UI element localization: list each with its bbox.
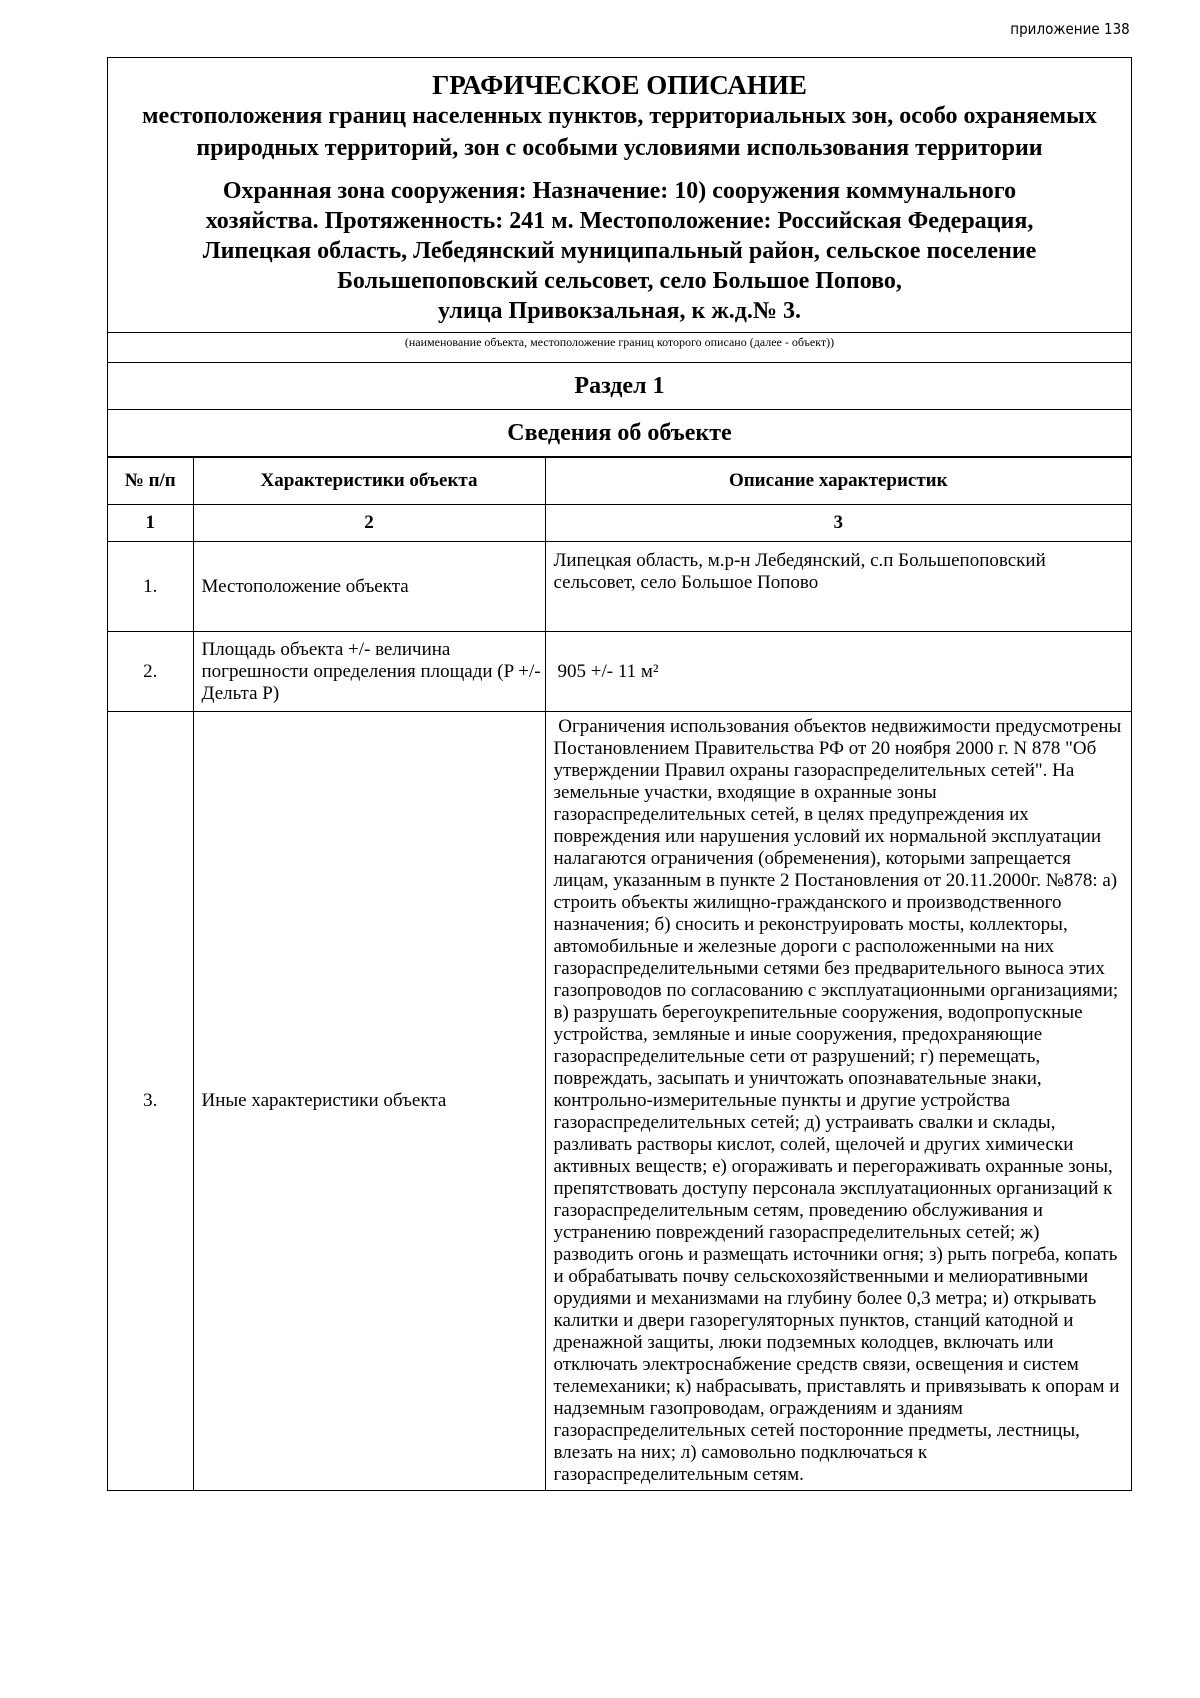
object-name-line: улица Привокзальная, к ж.д.№ 3.: [438, 298, 801, 324]
column-number: 3: [545, 505, 1131, 542]
document-subtitle: местоположения границ населенных пунктов, территориальных зон, особо охраняемых природных территорий, зон с особыми условиями использования территории: [142, 103, 1097, 161]
object-name-line: хозяйства. Протяженность: 241 м. Местоположение: Российская Федерация,: [205, 208, 1034, 234]
object-name-line: Охранная зона сооружения: Назначение: 10) сооружения коммунального: [222, 178, 1017, 204]
table-row: [108, 632, 1131, 712]
appendix-label: приложение 138: [1010, 20, 1130, 38]
row-description: 905 +/- 11 м²: [545, 632, 1131, 712]
document-frame: [107, 57, 1132, 1491]
row-number: 1.: [108, 542, 193, 632]
row-characteristic: Местоположение объекта: [193, 542, 545, 632]
object-caption: (наименование объекта, местоположение границ которого описано (далее - объект)): [108, 333, 1131, 363]
object-name: [120, 176, 1119, 328]
column-header-number: № п/п: [108, 458, 193, 505]
row-characteristic: Площадь объекта +/- величина погрешности определения площади (P +/- Дельта P): [193, 632, 545, 712]
row-description: Ограничения использования объектов недвижимости предусмотрены Постановлением Правительства РФ от 20 ноября 2000 г. N 878 "Об утверждении Правил охраны газораспределительных сетей". На земельные участки, входящие в охранные зоны газораспределительных сетей, в целях предупреждения их повреждения или нарушения условий их нормальной эксплуатации налагаются ограничения (обременения), которыми запрещается лицам, указанным в пункте 2 Постановления от 20.11.2000г. №878: а) строить объекты жилищно-гражданского и производственного назначения; б) сносить и реконструировать мосты, коллекторы, автомобильные и железные дороги с расположенными на них газораспределительными сетями без предварительного выноса этих газопроводов по согласованию с эксплуатационными организациями; в) разрушать берегоукрепительные сооружения, водопропускные устройства, земляные и иные сооружения, предохраняющие газораспределительные сети от разрушений; г) перемещать, повреждать, засыпать и уничтожать опознавательные знаки, контрольно-измерительные пункты и другие устройства газораспределительных сетей; д) устраивать свалки и склады, разливать растворы кислот, солей, щелочей и других химически активных веществ; е) огораживать и перегораживать охранные зоны, препятствовать доступу персонала эксплуатационных организаций к газораспределительным сетям, проведению обслуживания и устранению повреждений газораспределительных сетей; ж) разводить огонь и размещать источники огня; з) рыть погреба, копать и обрабатывать почву сельскохозяйственными и мелиоративными орудиями и механизмами на глубину более 0,3 метра; и) открывать калитки и двери газорегуляторных пунктов, станций катодной и дренажной защиты, люки подземных колодцев, включать или отключать электроснабжение средств связи, освещения и систем телемеханики; к) набрасывать, приставлять и привязывать к опорам и надземным газопроводам, ограждениям и зданиям газораспределительных сетей посторонние предметы, лестницы, влезать на них; л) самовольно подключаться к газораспределительным сетям.: [545, 712, 1131, 1491]
characteristics-table: [108, 457, 1131, 1490]
table-row: [108, 542, 1131, 632]
column-header-characteristic: Характеристики объекта: [193, 458, 545, 505]
column-number: 2: [193, 505, 545, 542]
table-header-row: [108, 458, 1131, 505]
section-subtitle: Сведения об объекте: [108, 410, 1131, 457]
object-name-line: Липецкая область, Лебедянский муниципальный район, сельское поселение: [202, 238, 1037, 264]
table-row: [108, 712, 1131, 1491]
document-title: ГРАФИЧЕСКОЕ ОПИСАНИЕ: [432, 70, 807, 100]
object-name-line: Большепоповский сельсовет, село Большое Попово,: [337, 268, 902, 294]
column-number: 1: [108, 505, 193, 542]
column-header-description: Описание характеристик: [545, 458, 1131, 505]
row-number: 3.: [108, 712, 193, 1491]
row-characteristic: Иные характеристики объекта: [193, 712, 545, 1491]
section-title: Раздел 1: [108, 363, 1131, 410]
document-header: [108, 58, 1131, 333]
row-description: Липецкая область, м.р-н Лебедянский, с.п Большепоповский сельсовет, село Большое Попово: [545, 542, 1131, 632]
row-number: 2.: [108, 632, 193, 712]
table-column-number-row: [108, 505, 1131, 542]
